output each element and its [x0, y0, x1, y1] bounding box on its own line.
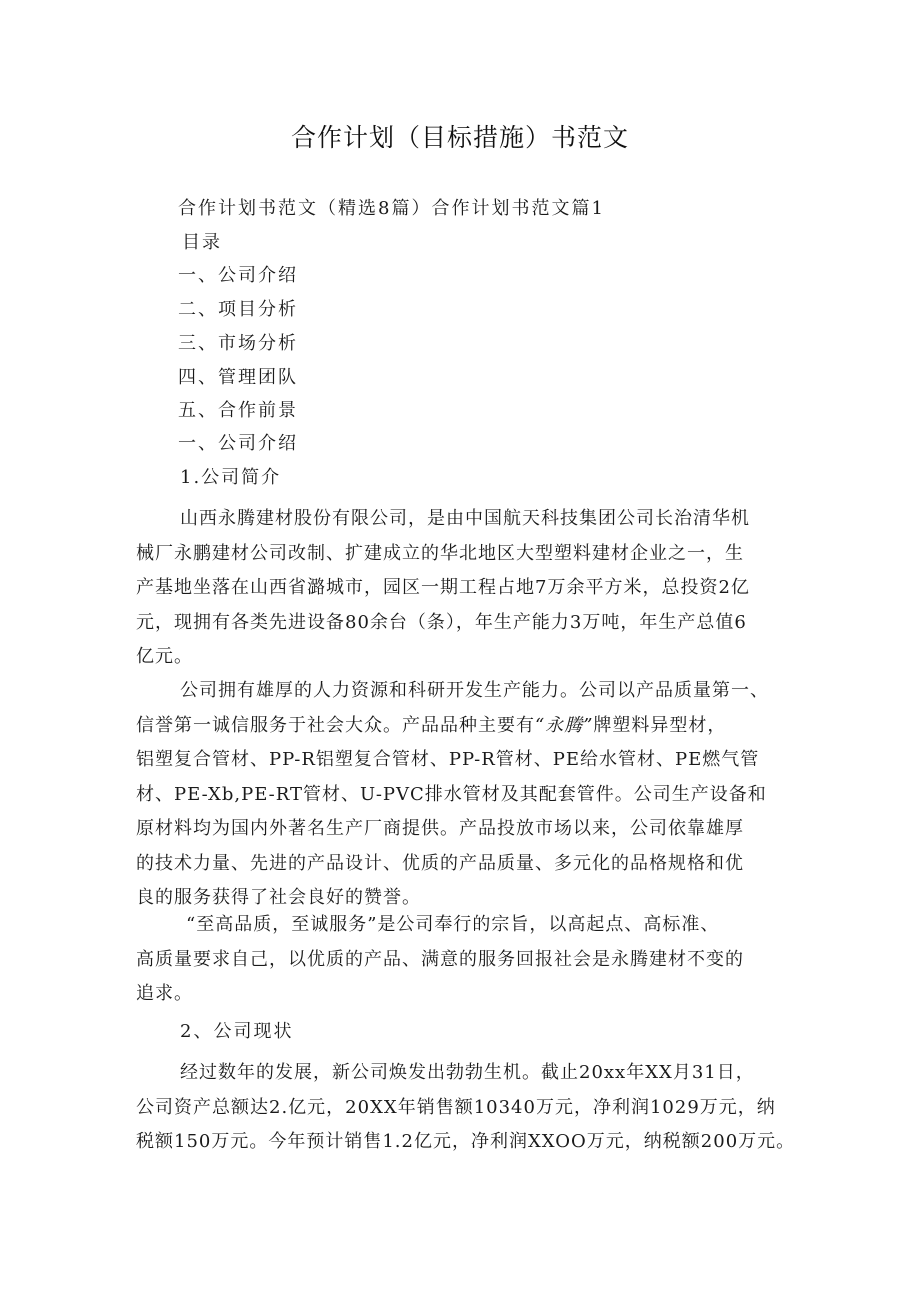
toc-item: 三、市场分析 — [178, 333, 298, 354]
paragraph-line: 公司拥有雄厚的人力资源和科研开发生产能力。公司以产品质量第一、 — [180, 680, 769, 701]
subsection-heading: 2、公司现状 — [180, 1021, 294, 1042]
paragraph-line: 税额150万元。今年预计销售1.2亿元，净利润XXOO万元，纳税额200万元。 — [136, 1131, 796, 1152]
paragraph-text: 牌塑料异型材， — [593, 714, 727, 736]
paragraph-line: 良的服务获得了社会良好的赞誉。 — [136, 887, 421, 908]
paragraph-line: “至高品质，至诚服务”是公司奉行的宗旨，以高起点、高标准、 — [186, 914, 720, 935]
paragraph-line: 元，现拥有各类先进设备80余台（条），年生产能力3万吨，年生产总值6 — [136, 611, 747, 633]
paragraph-line: 经过数年的发展，新公司焕发出勃勃生机。截止20xx年XX月31日， — [180, 1062, 755, 1083]
paragraph-line: 原材料均为国内外著名生产厂商提供。产品投放市场以来，公司依靠雄厚 — [136, 818, 744, 839]
paragraph-line: 公司资产总额达2.亿元，20XX年销售额10340万元，净利润1029万元，纳 — [136, 1096, 776, 1118]
subsection-heading: 1.公司简介 — [180, 467, 282, 488]
subtitle: 合作计划书范文（精选8篇）合作计划书范文篇1 — [178, 198, 605, 219]
paragraph-line: 亿元。 — [136, 646, 193, 667]
toc-item: 二、项目分析 — [178, 299, 298, 320]
paragraph-company-motto — [136, 908, 796, 1012]
section-heading: 一、公司介绍 — [178, 433, 298, 454]
toc-heading: 目录 — [182, 232, 222, 253]
toc-item: 一、公司介绍 — [178, 265, 298, 286]
paragraph-line: 产基地坐落在山西省潞城市，园区一期工程占地7万余平方米，总投资2亿 — [136, 577, 750, 598]
paragraph-company-intro — [136, 502, 796, 675]
paragraph-text: 信誉第一诚信服务于社会大众。产品品种主要有 — [136, 714, 535, 736]
paragraph-line: 铝塑复合管材、PP-R铝塑复合管材、PP-R管材、PE给水管材、PE燃气管 — [136, 749, 760, 770]
toc-item: 四、管理团队 — [178, 367, 298, 388]
paragraph-company-capability — [136, 674, 796, 916]
paragraph-company-status — [136, 1056, 796, 1160]
toc-item: 五、合作前景 — [178, 400, 298, 421]
paragraph-line: 高质量要求自己，以优质的产品、满意的服务回报社会是永腾建材不变的 — [136, 948, 744, 970]
paragraph-line: 械厂永鹏建材公司改制、扩建成立的华北地区大型塑料建材企业之一，生 — [136, 542, 744, 564]
paragraph-line: 的技术力量、先进的产品设计、优质的产品质量、多元化的品格规格和优 — [136, 852, 744, 874]
paragraph-line: 追求。 — [136, 983, 193, 1004]
brand-name: “永腾” — [535, 714, 594, 736]
paragraph-line: 材、PE-Xb,PE-RT管材、U-PVC排水管材及其配套管件。公司生产设备和 — [136, 783, 767, 805]
paragraph-line: 山西永腾建材股份有限公司，是由中国航天科技集团公司长治清华机 — [180, 508, 750, 529]
paragraph-line — [136, 709, 796, 744]
document-title: 合作计划（目标措施）书范文 — [290, 123, 629, 152]
